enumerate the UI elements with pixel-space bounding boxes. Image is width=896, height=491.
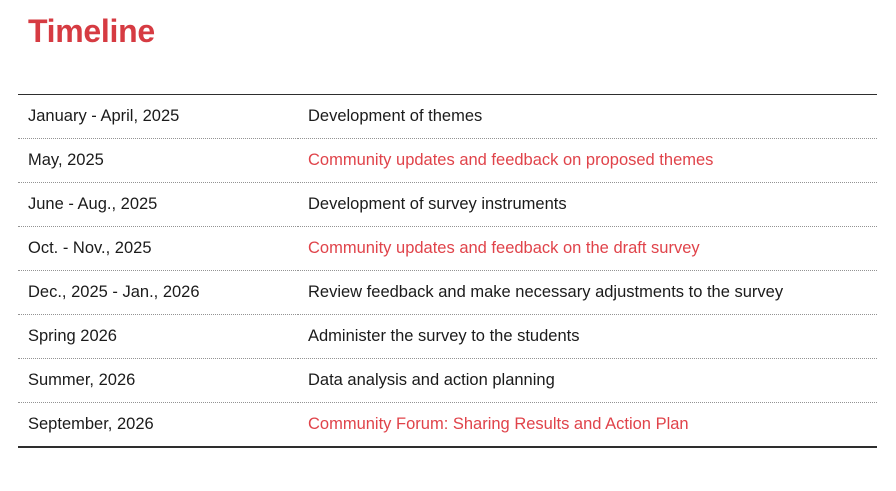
activity-cell: Development of themes (308, 107, 483, 125)
date-cell: September, 2026 (18, 403, 298, 448)
date-cell: Dec., 2025 - Jan., 2026 (18, 271, 298, 315)
page-title: Timeline (28, 13, 155, 49)
document-page (0, 11, 896, 491)
table-row (18, 403, 877, 448)
date-cell: Oct. - Nov., 2025 (18, 227, 298, 271)
table-row (18, 227, 877, 271)
table-row (18, 271, 877, 315)
activity-cell: Data analysis and action planning (298, 359, 877, 403)
activity-cell: Administer the survey to the students (298, 315, 877, 359)
date-cell: Spring 2026 (18, 315, 298, 359)
activity-cell: Development of survey instruments (298, 183, 877, 227)
table-row (18, 315, 877, 359)
table-row (18, 139, 877, 183)
table-row (18, 359, 877, 403)
date-cell: June - Aug., 2025 (18, 183, 298, 227)
activity-cell: Community Forum: Sharing Results and Action Plan (298, 403, 877, 448)
table-row (18, 95, 877, 139)
activity-cell: Review feedback and make necessary adjustments to the survey (298, 271, 877, 315)
date-cell: January - April, 2025 (28, 107, 180, 125)
timeline-table-body (18, 95, 877, 448)
date-cell: May, 2025 (18, 139, 298, 183)
timeline-table (18, 94, 877, 448)
activity-cell: Community updates and feedback on the draft survey (298, 227, 877, 271)
activity-cell: Community updates and feedback on proposed themes (298, 139, 877, 183)
table-row (18, 183, 877, 227)
date-cell: Summer, 2026 (18, 359, 298, 403)
